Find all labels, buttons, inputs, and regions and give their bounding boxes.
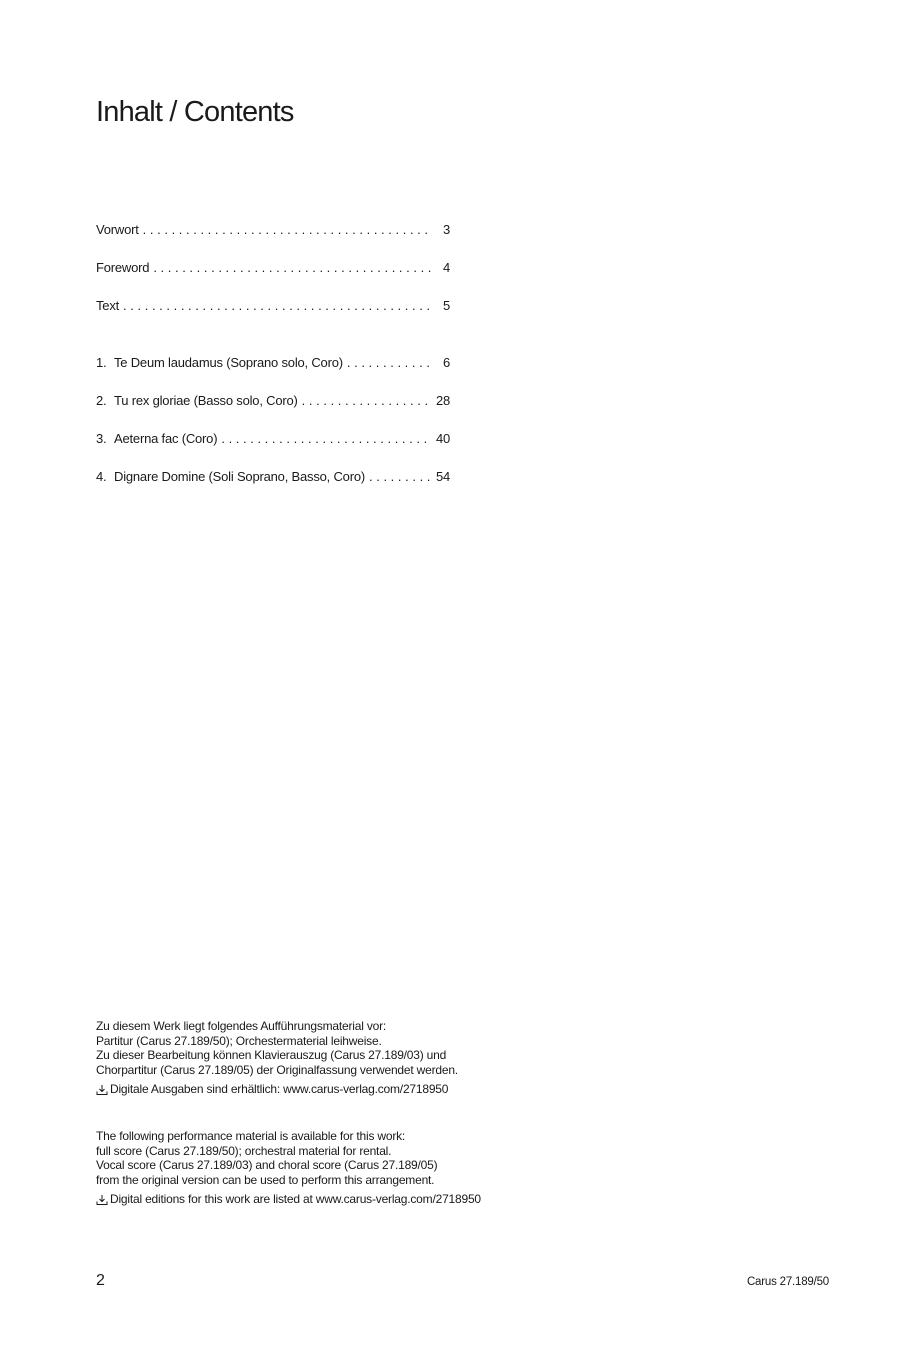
toc-leader-dots	[221, 431, 432, 446]
toc-entry-movement-3[interactable]	[96, 431, 450, 449]
toc-entry-foreword[interactable]	[96, 260, 450, 278]
toc-page-number: 28	[435, 393, 450, 408]
toc-leader-dots	[143, 222, 432, 237]
toc-label: Dignare Domine (Soli Soprano, Basso, Coro)	[114, 469, 365, 484]
toc-movement-number: 1.	[96, 355, 107, 370]
toc-label: Aeterna fac (Coro)	[114, 431, 218, 446]
toc-entry-movement-4[interactable]	[96, 469, 450, 487]
note-line: Zu diesem Werk liegt folgendes Aufführungsmaterial vor:	[96, 1019, 387, 1033]
performance-material-note-german	[96, 1019, 616, 1097]
toc-movement-number: 4.	[96, 469, 107, 484]
note-line: Chorpartitur (Carus 27.189/05) der Originalfassung verwendet werden.	[96, 1062, 458, 1077]
note-line: Vocal score (Carus 27.189/03) and choral score (Carus 27.189/05)	[96, 1158, 438, 1173]
page-number: 2	[96, 1272, 105, 1289]
toc-leader-dots	[302, 393, 432, 408]
note-line: Partitur (Carus 27.189/50); Orchestermaterial leihweise.	[96, 1033, 382, 1048]
toc-page-number: 5	[442, 298, 450, 313]
toc-entry-text[interactable]	[96, 298, 450, 316]
toc-label: Te Deum laudamus (Soprano solo, Coro)	[114, 355, 343, 370]
toc-label: Foreword	[96, 260, 150, 275]
toc-label: Text	[96, 298, 120, 313]
note-line: from the original version can be used to perform this arrangement.	[96, 1172, 435, 1187]
toc-movement-number: 3.	[96, 431, 107, 446]
toc-leader-dots	[153, 260, 432, 275]
toc-page-number: 54	[435, 469, 450, 484]
download-icon	[96, 1194, 108, 1206]
toc-label: Tu rex gloriae (Basso solo, Coro)	[114, 393, 298, 408]
digital-editions-line	[96, 1192, 616, 1207]
download-icon	[96, 1084, 108, 1096]
toc-label: Vorwort	[96, 222, 139, 237]
toc-entry-movement-2[interactable]	[96, 393, 450, 411]
digital-editions-link[interactable]: Digital editions for this work are listed at www.carus-verlag.com/2718950	[110, 1192, 481, 1207]
performance-material-note-english	[96, 1129, 616, 1207]
toc-page-number: 4	[442, 260, 450, 275]
note-line: Zu dieser Bearbeitung können Klavierauszug (Carus 27.189/03) und	[96, 1048, 447, 1063]
toc-page-number: 6	[442, 355, 450, 370]
note-line: full score (Carus 27.189/50); orchestral material for rental.	[96, 1143, 392, 1158]
toc-movement-number: 2.	[96, 393, 107, 408]
toc-leader-dots	[347, 355, 432, 370]
catalog-number: Carus 27.189/50	[746, 1276, 829, 1288]
digital-editions-line	[96, 1082, 616, 1097]
digital-editions-link[interactable]: Digitale Ausgaben sind erhältlich: www.carus-verlag.com/2718950	[110, 1082, 449, 1097]
page-title: Inhalt / Contents	[96, 96, 294, 128]
toc-entry-movement-1[interactable]	[96, 355, 450, 373]
toc-leader-dots	[369, 469, 432, 484]
toc-page-number: 40	[435, 431, 450, 446]
toc-page-number: 3	[442, 222, 450, 237]
note-line: The following performance material is available for this work:	[96, 1129, 406, 1143]
toc-entry-vorwort[interactable]	[96, 222, 450, 240]
toc-leader-dots	[123, 298, 432, 313]
